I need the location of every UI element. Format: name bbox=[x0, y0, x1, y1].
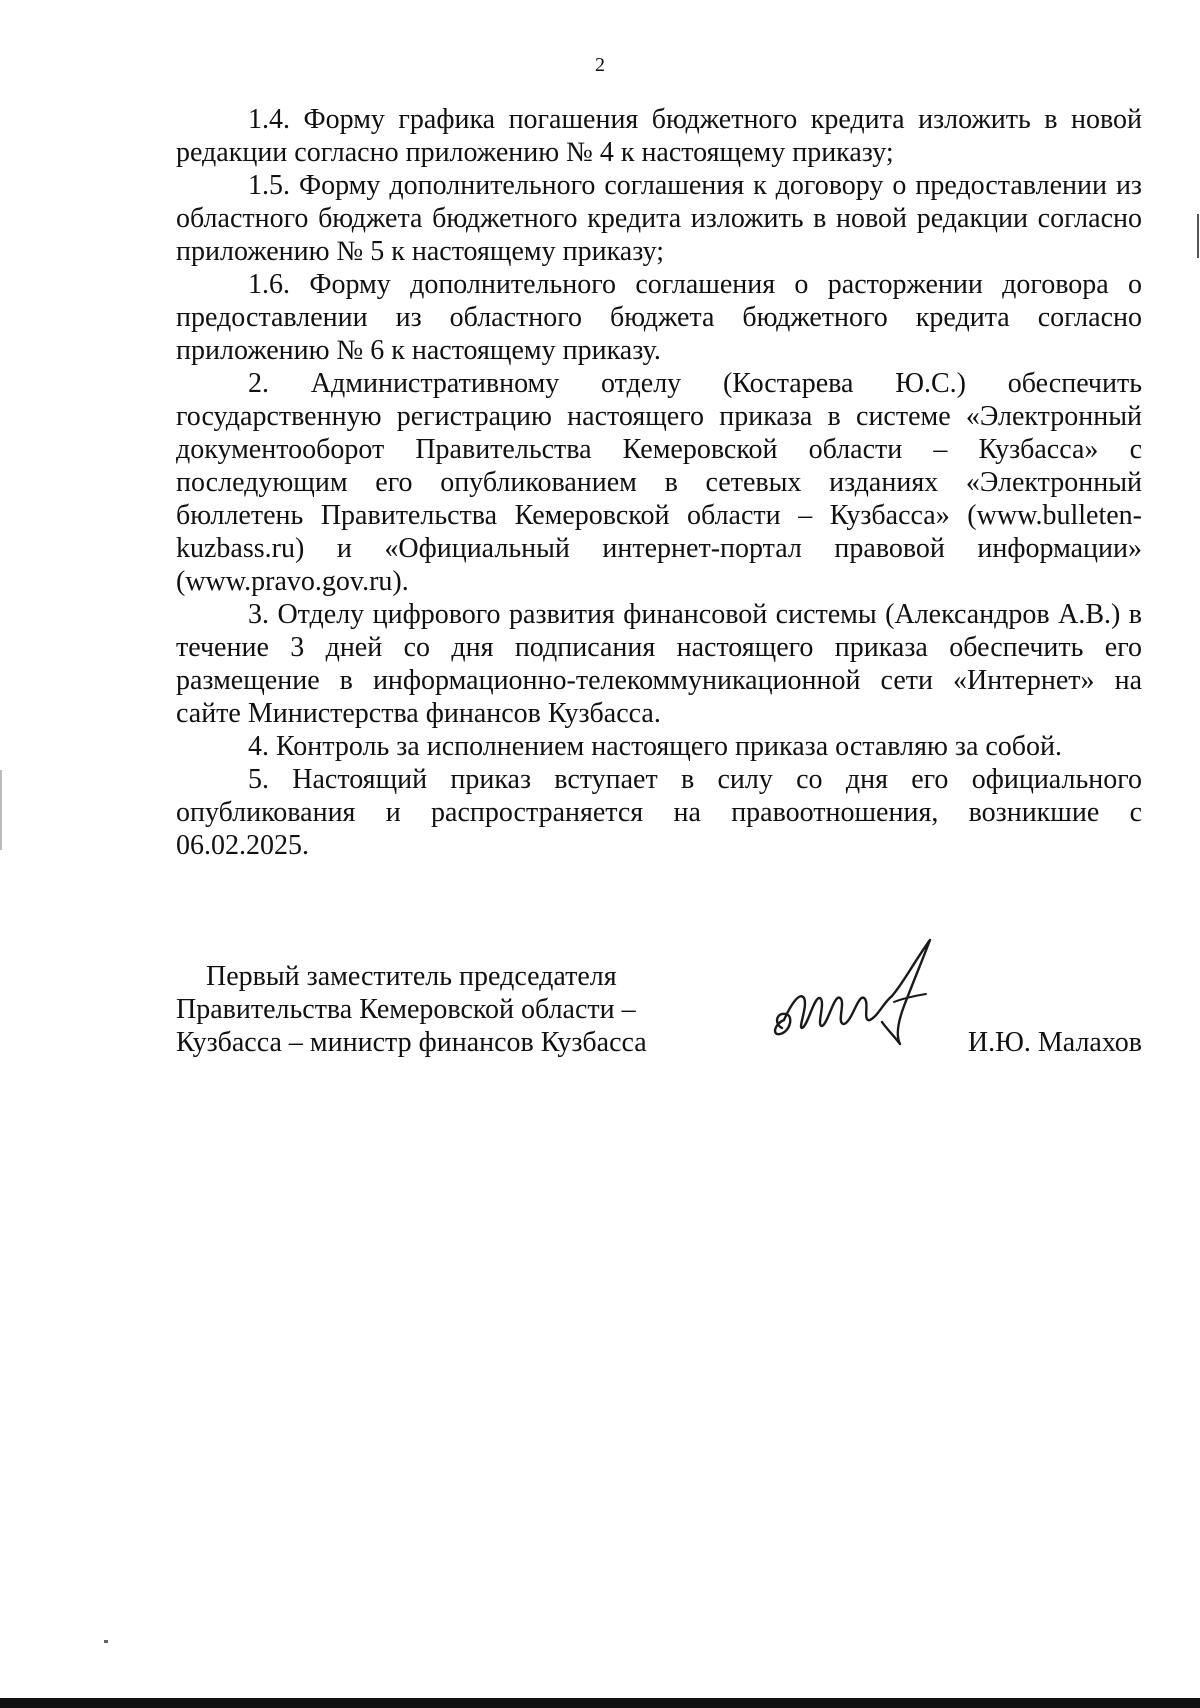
signer-title-line-2: Правительства Кемеровской области – bbox=[176, 994, 636, 1025]
paragraph-2: 2. Административному отделу (Костарева Ю.С.) обеспечить государственную регистрацию настоящего приказа в системе «Электронный документооборот Правительства Кемеровской области – Кузбасса» с последующим его опубликованием в сетевых изданиях «Электронный бюллетень Правительства Кемеровской области – Кузбасса» (www.bulleten-kuzbass.ru) и «Официальный интернет-портал правовой информации» (www.pravo.gov.ru). bbox=[176, 368, 1142, 597]
page-number: 2 bbox=[595, 54, 605, 76]
handwritten-signature bbox=[754, 932, 944, 1062]
document-body bbox=[176, 103, 1142, 862]
scan-speck bbox=[104, 1640, 108, 1643]
scan-edge-left bbox=[0, 770, 2, 850]
paragraph-1-5: 1.5. Форму дополнительного соглашения к договору о предоставлении из областного бюджета бюджетного кредита изложить в новой редакции согласно приложению № 5 к настоящему приказу; bbox=[176, 170, 1142, 267]
signature-block bbox=[176, 960, 1142, 1090]
signer-title-line-1: Первый заместитель председателя bbox=[206, 961, 617, 992]
scan-edge-right bbox=[1197, 214, 1199, 258]
paragraph-1-6: 1.6. Форму дополнительного соглашения о расторжении договора о предоставлении из областного бюджета бюджетного кредита согласно приложению № 6 к настоящему приказу. bbox=[176, 269, 1142, 366]
scan-edge-bottom bbox=[0, 1698, 1200, 1708]
signer-title-line-3: Кузбасса – министр финансов Кузбасса bbox=[176, 1027, 647, 1058]
paragraph-3: 3. Отделу цифрового развития финансовой системы (Александров А.В.) в течение 3 дней со дня подписания настоящего приказа обеспечить его размещение в информационно-телекоммуникационной сети «Интернет» на сайте Министерства финансов Кузбасса. bbox=[176, 599, 1142, 729]
signer-name: И.Ю. Малахов bbox=[967, 1027, 1142, 1058]
paragraph-1-4: 1.4. Форму графика погашения бюджетного кредита изложить в новой редакции согласно приложению № 4 к настоящему приказу; bbox=[176, 104, 1142, 168]
paragraph-4: 4. Контроль за исполнением настоящего приказа оставляю за собой. bbox=[248, 731, 1063, 762]
paragraph-5: 5. Настоящий приказ вступает в силу со дня его официального опубликования и распространяется на правоотношения, возникшие с 06.02.2025. bbox=[176, 764, 1142, 861]
signer-title bbox=[176, 960, 696, 1059]
